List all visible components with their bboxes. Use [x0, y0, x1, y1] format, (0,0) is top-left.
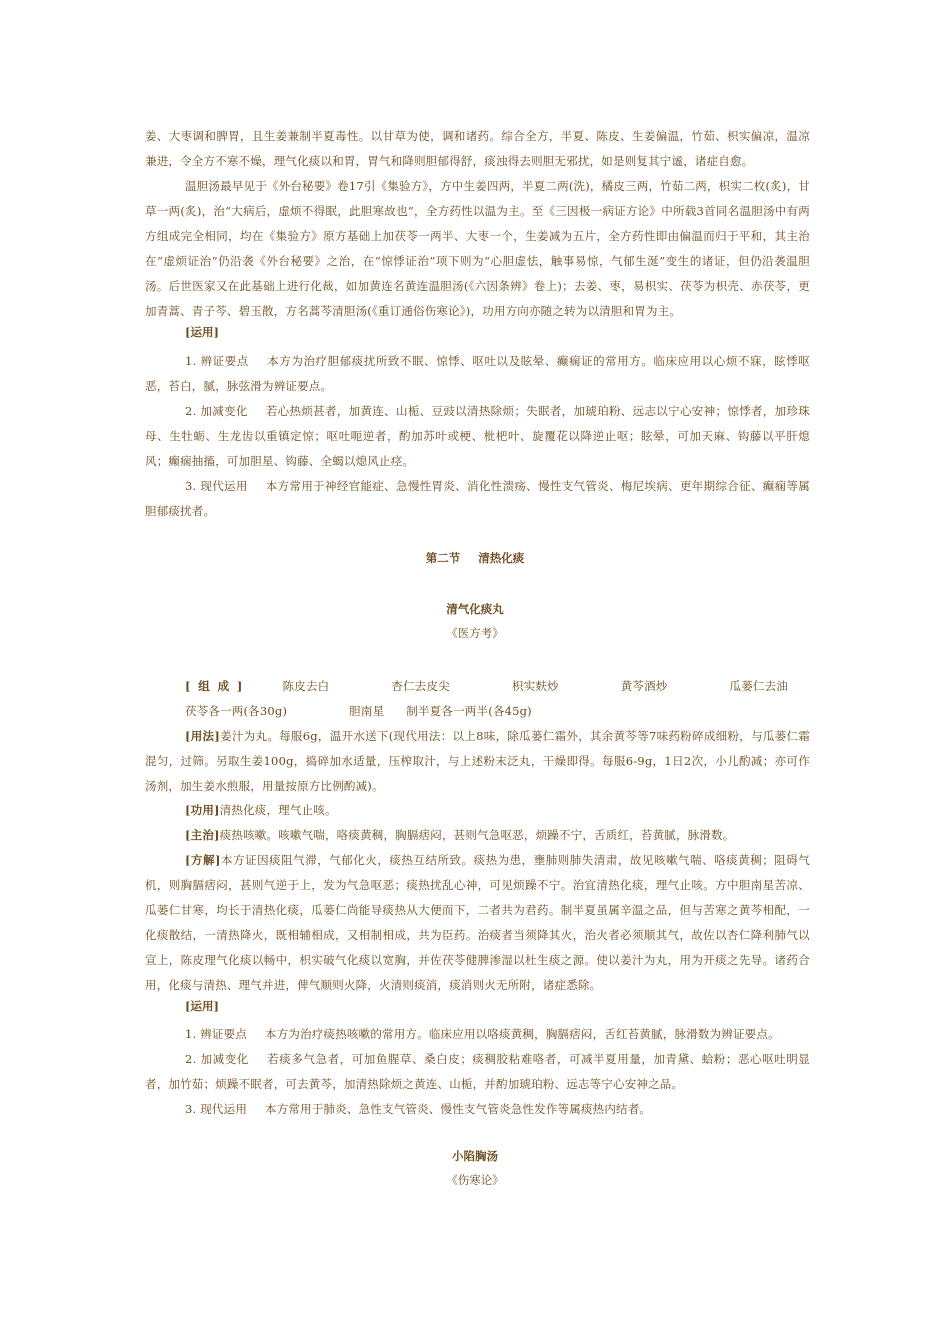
- intro-paragraph-2: 温胆汤最早见于《外台秘要》卷17引《集验方》，方中生姜四两，半夏二两(洗)，橘皮三两，竹茹二两，枳实二枚(炙)，甘草一两(炙)，治“大病后，虚烦不得眠，此胆寒故也”，全方药性以温为主。至《三因极一病证方论》中所载3首同名温胆汤中有两方组成完全相同，均在《集验方》原方基础上加茯苓一两半、大枣一个，生姜减为五片，全方药性即由偏温而归于平和，其主治在“虚烦证治”仍沿袭《外台秘要》之治，在“惊悸证治”项下则为“心胆虚怯，触事易惊，气郁生涎”变生的诸证，但仍沿袭温胆汤。后世医家又在此基础上进行化裁，如加黄连名黄连温胆汤(《六因条辨》卷上)；去姜、枣，易枳实、茯苓为枳壳、赤茯苓，更加青蒿、青子芩、碧玉散，方名蒿芩清胆汤(《重订通俗伤寒论》)，功用方向亦随之转为以清胆和胃为主。: [145, 179, 810, 318]
- usage-text: 姜汁为丸。每服6g，温开水送下(现代用法：以上8味，除瓜蒌仁霜外，其余黄芩等7味药粉碎成细粉，与瓜蒌仁霜混匀，过筛。另取生姜100g，捣碎加水适量，压榨取汁，与上述粉末泛丸，干燥即得。每服6-9g，1日2次，小儿酌减；亦可作汤剂，加生姜水煎服，用量按原方比例酌减)。: [145, 729, 810, 793]
- ingredient: 黄芩酒炒: [620, 679, 668, 693]
- indication-label: [主治]: [185, 828, 220, 842]
- usage: [145, 724, 810, 799]
- wendan-usage-heading: [运用]: [185, 325, 219, 339]
- item-text: 若痰多气急者，可加鱼腥草、桑白皮；痰稠胶粘难咯者，可减半夏用量，加青黛、蛤粉；恶心呕吐明显者，加竹茹；烦躁不眠者，可去黄芩，加清热除烦之黄连、山栀，并酌加琥珀粉、远志等宁心安神之品。: [145, 1052, 810, 1091]
- ingredient: 枳实麸炒: [511, 679, 559, 693]
- section-heading: [0, 550, 950, 566]
- item-text: 本方常用于神经官能症、急慢性胃炎、消化性溃疡、慢性支气管炎、梅尼埃病、更年期综合征、癫痫等属胆郁痰扰者。: [145, 479, 810, 518]
- item-text: 本方为治疗痰热咳嗽的常用方。临床应用以咯痰黄稠，胸膈痞闷，舌红苔黄腻，脉滑数为辨证要点。: [265, 1027, 780, 1041]
- item-label: 3. 现代运用: [185, 479, 248, 493]
- formula-usage-item-2: [145, 1047, 810, 1097]
- composition: [145, 674, 810, 724]
- formula-usage-item-1: [145, 1022, 810, 1047]
- intro-paragraph-1: 姜、大枣调和脾胃，且生姜兼制半夏毒性。以甘草为使，调和诸药。综合全方，半夏、陈皮、生姜偏温，竹茹、枳实偏凉，温凉兼进，令全方不寒不燥，理气化痰以和胃，胃气和降则胆郁得舒，痰浊得去则胆无邪扰，如是则复其宁谧，诸症自愈。: [145, 129, 810, 168]
- item-label: 2. 加减变化: [185, 1052, 249, 1066]
- ingredient: 瓜蒌仁去油: [729, 679, 788, 693]
- item-text: 若心热烦甚者，加黄连、山栀、豆豉以清热除烦；失眠者，加琥珀粉、远志以宁心安神；惊悸者，加珍珠母、生牡蛎、生龙齿以重镇定惊；呕吐呃逆者，酌加苏叶或梗、枇杷叶、旋覆花以降逆止呕；眩晕，可加天麻、钩藤以平肝熄风；癫痫抽搐，可加胆星、钩藤、全蝎以熄风止痉。: [145, 404, 810, 468]
- item-text: 本方常用于肺炎、急性支气管炎、慢性支气管炎急性发作等属痰热内结者。: [265, 1102, 652, 1116]
- item-label: 3. 现代运用: [185, 1102, 248, 1116]
- item-label: 1. 辨证要点: [185, 1027, 248, 1041]
- composition-label: [组成]: [185, 679, 243, 693]
- formula2-source: 《伤寒论》: [446, 1173, 504, 1187]
- item-text: 本方为治疗胆郁痰扰所致不眠、惊悸、呕吐以及眩晕、癫痫证的常用方。临床应用以心烦不寐，眩悸呕恶，苔白，腻，脉弦滑为辨证要点。: [145, 354, 810, 393]
- effect: [145, 798, 810, 823]
- usage-label: [用法]: [185, 729, 220, 743]
- analysis-text: 本方证因痰阻气滞，气郁化火，痰热互结所致。痰热为患，壅肺则肺失清肃，故见咳嗽气喘、咯痰黄稠；阻碍气机，则胸膈痞闷，甚则气逆于上，发为气急呕恶；痰热扰乱心神，可见烦躁不宁。治宜清热化痰，理气止咳。方中胆南星苦凉、瓜蒌仁甘寒，均长于清热化痰，瓜蒌仁尚能导痰热从大便而下，二者共为君药。制半夏虽属辛温之品，但与苦寒之黄芩相配，一化痰散结，一清热降火，既相辅相成，又相制相成，共为臣药。治痰者当须降其火，治火者必须顺其气，故佐以杏仁降利肺气以宣上，陈皮理气化痰以畅中，枳实破气化痰以宽胸，并佐茯苓健脾渗湿以杜生痰之源。使以姜汁为丸，用为开痰之先导。诸药合用，化痰与清热、理气并进，俾气顺则火降，火清则痰消，痰消则火无所附，诸症悉除。: [145, 853, 810, 992]
- ingredient: 茯苓各一两(各30g): [185, 704, 288, 718]
- item-label: 1. 辨证要点: [185, 354, 249, 368]
- analysis-label: [方解]: [185, 853, 221, 867]
- ingredient: 制半夏各: [406, 704, 454, 718]
- indication: [145, 823, 810, 848]
- item-label: 2. 加减变化: [185, 404, 248, 418]
- ingredient: 胆南星: [349, 704, 385, 718]
- wendan-usage-item-2: [145, 399, 810, 474]
- composition-tail: 一两半(各45g): [453, 704, 532, 718]
- effect-text: 清热化痰，理气止咳。: [219, 803, 337, 817]
- ingredient: 杏仁去皮尖: [391, 679, 450, 693]
- wendan-usage-item-3: [145, 474, 810, 524]
- formula2-title: 小陷胸汤: [452, 1149, 498, 1163]
- formula-source: 《医方考》: [446, 626, 504, 640]
- section-title: 清热化痰: [478, 551, 525, 565]
- formula-usage-item-3: [145, 1097, 810, 1122]
- effect-label: [功用]: [185, 803, 220, 817]
- wendan-usage-item-1: [145, 349, 810, 399]
- ingredient: 陈皮去白: [282, 679, 330, 693]
- analysis: [145, 848, 810, 998]
- indication-text: 痰热咳嗽。咳嗽气喘，咯痰黄稠，胸膈痞闷，甚则气急呕恶，烦躁不宁，舌质红，苔黄腻，脉滑数。: [219, 828, 735, 842]
- formula-usage-heading: [运用]: [185, 999, 219, 1013]
- formula-title: 清气化痰丸: [446, 602, 504, 616]
- section-number: 第二节: [425, 551, 461, 565]
